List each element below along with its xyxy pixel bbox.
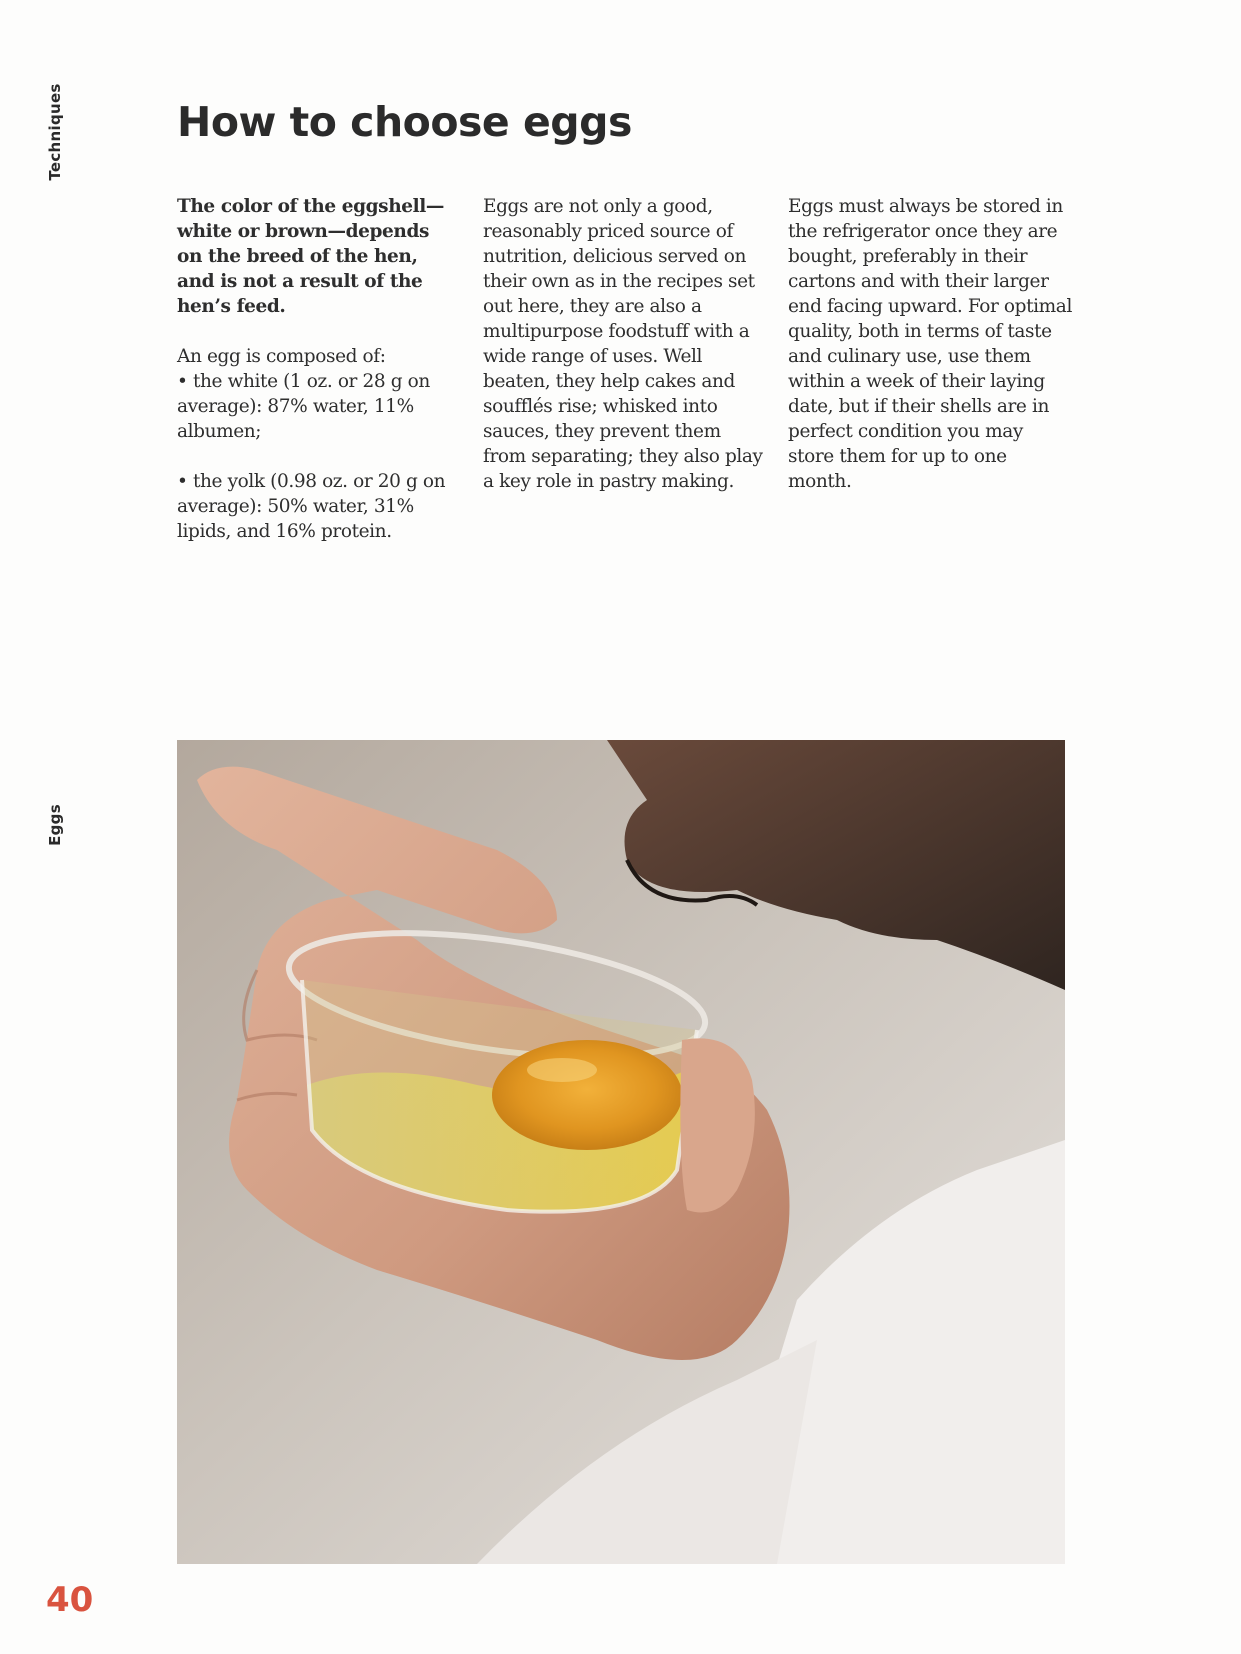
running-head-section-label: Techniques <box>46 83 64 181</box>
list-item-white-text: the white (1 oz. or 28 g on average): 87% water, 11% albumen; <box>177 371 430 442</box>
running-head-chapter-label: Eggs <box>46 804 64 846</box>
lead-paragraph: The color of the eggshell—white or brown—depends on the breed of the hen, and is not a result of the hen’s feed. <box>177 196 444 317</box>
uses-paragraph: Eggs are not only a good, reasonably priced source of nutrition, delicious served on their own as in the recipes set out here, they are also a multipurpose foodstuff with a wide range of uses. Well beaten, they help cakes and soufflés rise; whisked into sauces, they prevent them from separating; they also play a key role in pastry making. <box>483 196 763 492</box>
storage-paragraph: Eggs must always be stored in the refrigerator once they are bought, preferably in their cartons and with their larger end facing upward. For optimal quality, both in terms of taste and culinary use, use them within a week of their laying date, but if their shells are in perfect condition you may store them for up to one month. <box>788 196 1072 492</box>
list-item-white <box>177 369 452 444</box>
text-column-3 <box>788 194 1073 494</box>
running-head-chapter <box>0 805 110 845</box>
page-title: How to choose eggs <box>177 98 632 146</box>
bullet-icon: • <box>177 371 188 392</box>
list-item-yolk-text: the yolk (0.98 oz. or 20 g on average): 50% water, 31% lipids, and 16% protein. <box>177 471 446 542</box>
page-number: 40 <box>46 1580 94 1620</box>
text-column-2 <box>483 194 768 494</box>
bullet-icon: • <box>177 471 188 492</box>
list-item-yolk <box>177 469 452 544</box>
photo-chef-smelling-egg <box>177 740 1065 1564</box>
composition-intro: An egg is composed of: <box>177 346 386 367</box>
running-head-section <box>0 85 110 180</box>
text-column-1 <box>177 194 452 544</box>
photo-illustration <box>177 740 1065 1564</box>
